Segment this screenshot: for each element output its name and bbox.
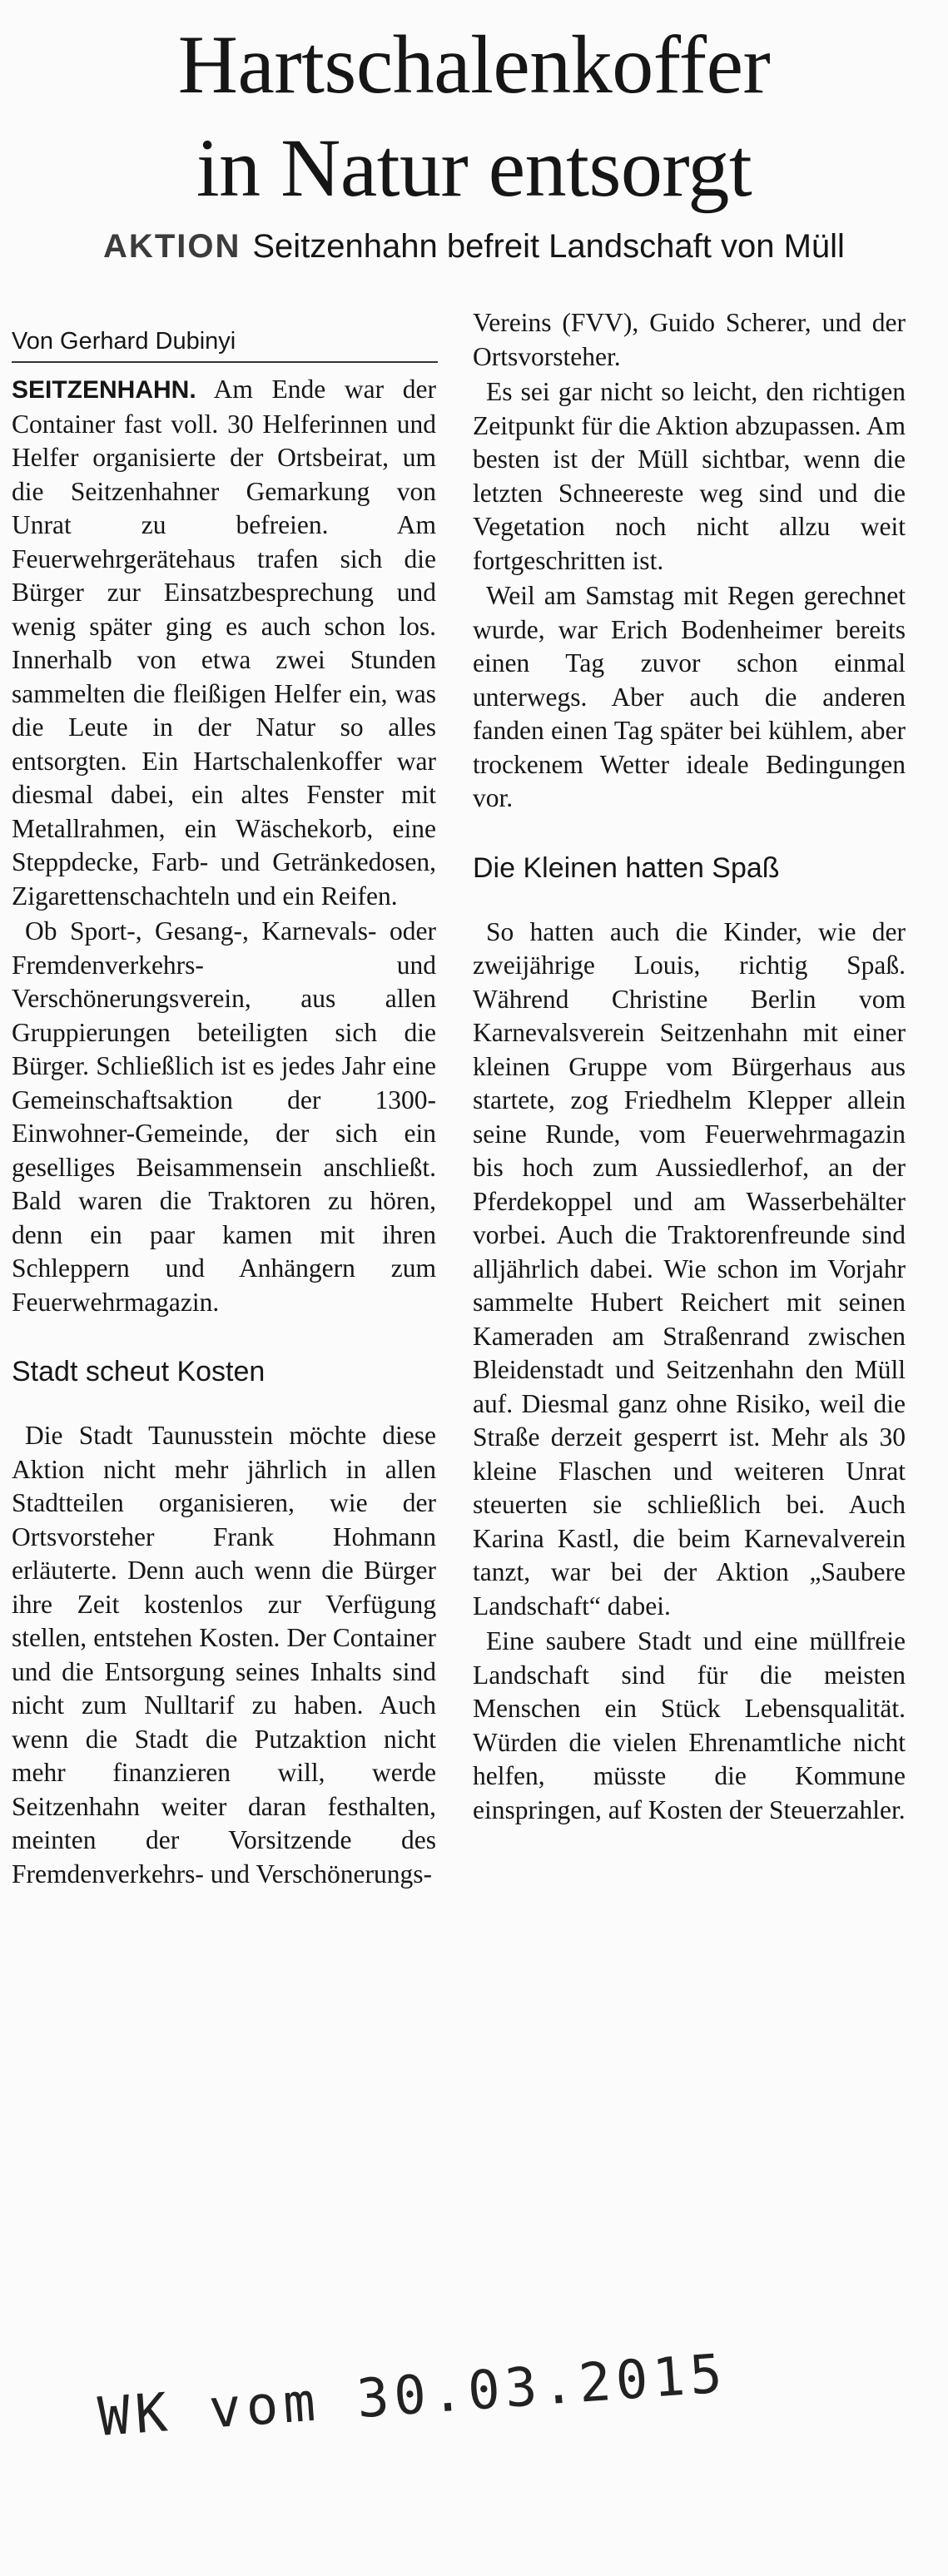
- kicker-text: Seitzenhahn befreit Landschaft von Müll: [252, 228, 845, 265]
- article-column-2: [473, 306, 906, 1827]
- byline: Von Gerhard Dubinyi: [12, 328, 236, 355]
- byline-rule: [12, 361, 438, 363]
- paragraph: Eine saubere Stadt und eine müllfreie Landschaft sind für die meisten Menschen ein Stück Lebensqualität. Würden die vielen Ehrenamtliche nicht helfen, müsste die Kommune einspringen, auf Kosten der Steuerzahler.: [473, 1626, 906, 1824]
- article-column-1: [12, 373, 436, 1891]
- paragraph: Ob Sport-, Gesang-, Karnevals- oder Fremdenverkehrs- und Verschönerungsverein, aus allen Gruppierungen beteiligten sich die Bürger. Schließlich ist es jedes Jahr eine Gemeinschaftsaktion der 1300-Einwohner-Gemeinde, der sich ein geselliges Beisammensein anschließt. Bald waren die Traktoren zu hören, denn ein paar kamen mit ihren Schleppern und Anhängern zum Feuerwehrmagazin.: [12, 916, 436, 1317]
- paragraph: Vereins (FVV), Guido Scherer, und der Ortsvorsteher.: [473, 308, 906, 371]
- paragraph-text: Am Ende war der Container fast voll. 30 Helferinnen und Helfer organisierte der Ortsbeirat, um die Seitzenhahner Gemarkung von Unrat zu befreien. Am Feuerwehrgerätehaus trafen sich die Bürger zur Einsatzbesprechung und wenig später ging es auch schon los. Innerhalb von etwa zwei Stunden sammelten die fleißigen Helfer ein, was die Leute in der Natur so alles entsorgten. Ein Hartschalenkoffer war diesmal dabei, ein altes Fenster mit Metallrahmen, ein Wäschekorb, eine Steppdecke, Farb- und Getränkedosen, Zigarettenschachteln und ein Reifen.: [12, 375, 436, 911]
- paragraph: Weil am Samstag mit Regen gerechnet wurde, war Erich Bodenheimer bereits einen Tag zuvor schon einmal unterwegs. Aber auch die anderen fanden einen Tag später bei kühlem, aber trockenem Wetter ideale Bedingungen vor.: [473, 581, 906, 812]
- kicker-tag: AKTION: [103, 228, 241, 265]
- paragraph: Es sei gar nicht so leicht, den richtigen Zeitpunkt für die Aktion abzupassen. Am besten ist der Müll sichtbar, wenn die letzten Schneereste weg sind und die Vegetation noch nicht allzu weit fortgeschritten ist.: [473, 377, 906, 575]
- kicker: [0, 226, 948, 266]
- paragraph: Die Stadt Taunusstein möchte diese Aktion nicht mehr jährlich in allen Stadtteilen organisieren, wie der Ortsvorsteher Frank Hohmann erläuterte. Denn auch wenn die Bürger ihre Zeit kostenlos zur Verfügung stellen, entstehen Kosten. Der Container und die Entsorgung seines Inhalts sind nicht zum Nulltarif zu haben. Auch wenn die Stadt die Putzaktion nicht mehr finanzieren will, werde Seitzenhahn weiter daran festhalten, meinten der Vorsitzende des Fremdenverkehrs- und Verschönerungs-: [12, 1421, 436, 1889]
- paragraph: So hatten auch die Kinder, wie der zweijährige Louis, richtig Spaß. Während Christine Berlin vom Karnevalsverein Seitzenhahn mit einer kleinen Gruppe vom Bürgerhaus aus startete, zog Friedhelm Klepper allein seine Runde, vom Feuerwehrmagazin bis hoch zum Aussiedlerhof, an der Pferdekoppel und am Wasserbehälter vorbei. Auch die Traktorenfreunde sind alljährlich dabei. Wie schon im Vorjahr sammelte Hubert Reichert mit seinen Kameraden am Straßenrand zwischen Bleidenstadt und Seitzenhahn den Müll auf. Diesmal ganz ohne Risiko, weil die Straße derzeit gesperrt ist. Mehr als 30 kleine Flaschen und weiteren Unrat steuerten sie schließlich bei. Auch Karina Kastl, die beim Karnevalverein tanzt, war bei der Aktion „Saubere Landschaft“ dabei.: [473, 916, 906, 1621]
- paragraph: [12, 373, 436, 913]
- dateline: SEITZENHAHN.: [12, 376, 196, 404]
- subheading-die-kleinen-hatten-spass: Die Kleinen hatten Spaß: [473, 851, 780, 884]
- headline-line-2: in Natur entsorgt: [196, 122, 752, 214]
- headline-line-1: Hartschalenkoffer: [177, 18, 771, 111]
- handwritten-source-note: WK vom 30.03.2015: [96, 2343, 729, 2449]
- subheading-stadt-scheut-kosten: Stadt scheut Kosten: [12, 1356, 266, 1387]
